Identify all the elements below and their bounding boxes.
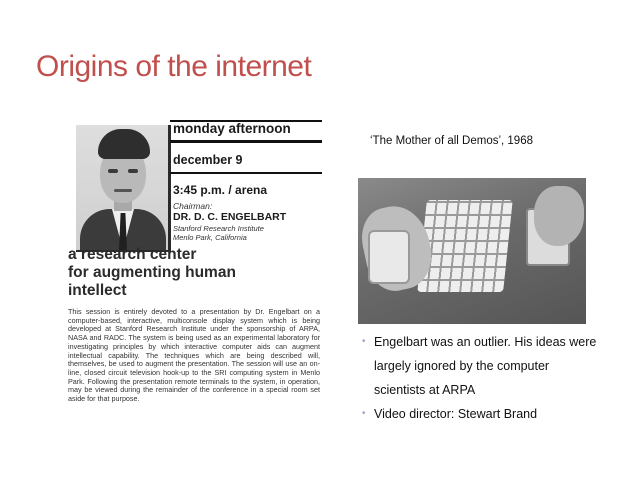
demo-caption: ‘The Mother of all Demos’, 1968	[370, 135, 533, 147]
engelbart-portrait-image	[76, 125, 171, 252]
program-rule	[170, 172, 322, 174]
bullet-item	[360, 402, 600, 426]
bullet-icon: •	[362, 336, 366, 347]
conference-program-scan	[62, 118, 328, 448]
bullet-item	[360, 330, 600, 402]
slide-title: Origins of the internet	[36, 50, 312, 83]
bullet-text: Engelbart was an outlier. His ideas were largely ignored by the computer scientists at ARPA	[374, 335, 597, 397]
program-date: december 9	[173, 153, 243, 167]
keyboard-icon	[417, 200, 513, 292]
program-chairman-name: DR. D. C. ENGELBART	[173, 211, 287, 223]
mouse-icon	[368, 230, 410, 284]
bullet-list	[360, 330, 600, 426]
headline-line: intellect	[68, 282, 127, 299]
program-location: Menlo Park, California	[173, 233, 247, 242]
program-rule	[170, 140, 322, 143]
headline-line: a research center	[68, 246, 197, 263]
program-time: 3:45 p.m. / arena	[173, 183, 268, 197]
bullet-icon: •	[362, 408, 366, 419]
program-day: monday afternoon	[173, 121, 291, 136]
demo-keyboard-mouse-image	[358, 178, 586, 324]
bullet-text: Video director: Stewart Brand	[374, 407, 538, 421]
program-headline	[68, 246, 308, 300]
program-description: This session is entirely devoted to a presentation by Dr. Engelbart on a computer-based, interactive, multiconsole display system which is being developed at Stanford Research Institute under the sponsorship of ARPA, NASA and RADC. The system is being used as an experimental laboratory for investigating principles by which interactive computer aids can augment intellectual capability. The techniques which are being described will, themselves, be used to augment the presentation. The session will use an on-line, closed circuit television hook-up to the SRI computing system in Menlo Park. Following the presentation remote terminals to the system, in operation, may be viewed during the remainder of the conference in a special room set aside for that purpose.	[68, 307, 320, 404]
program-chairman-label: Chairman:	[173, 201, 213, 211]
headline-line: for augmenting human	[68, 264, 236, 281]
program-affiliation: Stanford Research Institute	[173, 224, 264, 233]
